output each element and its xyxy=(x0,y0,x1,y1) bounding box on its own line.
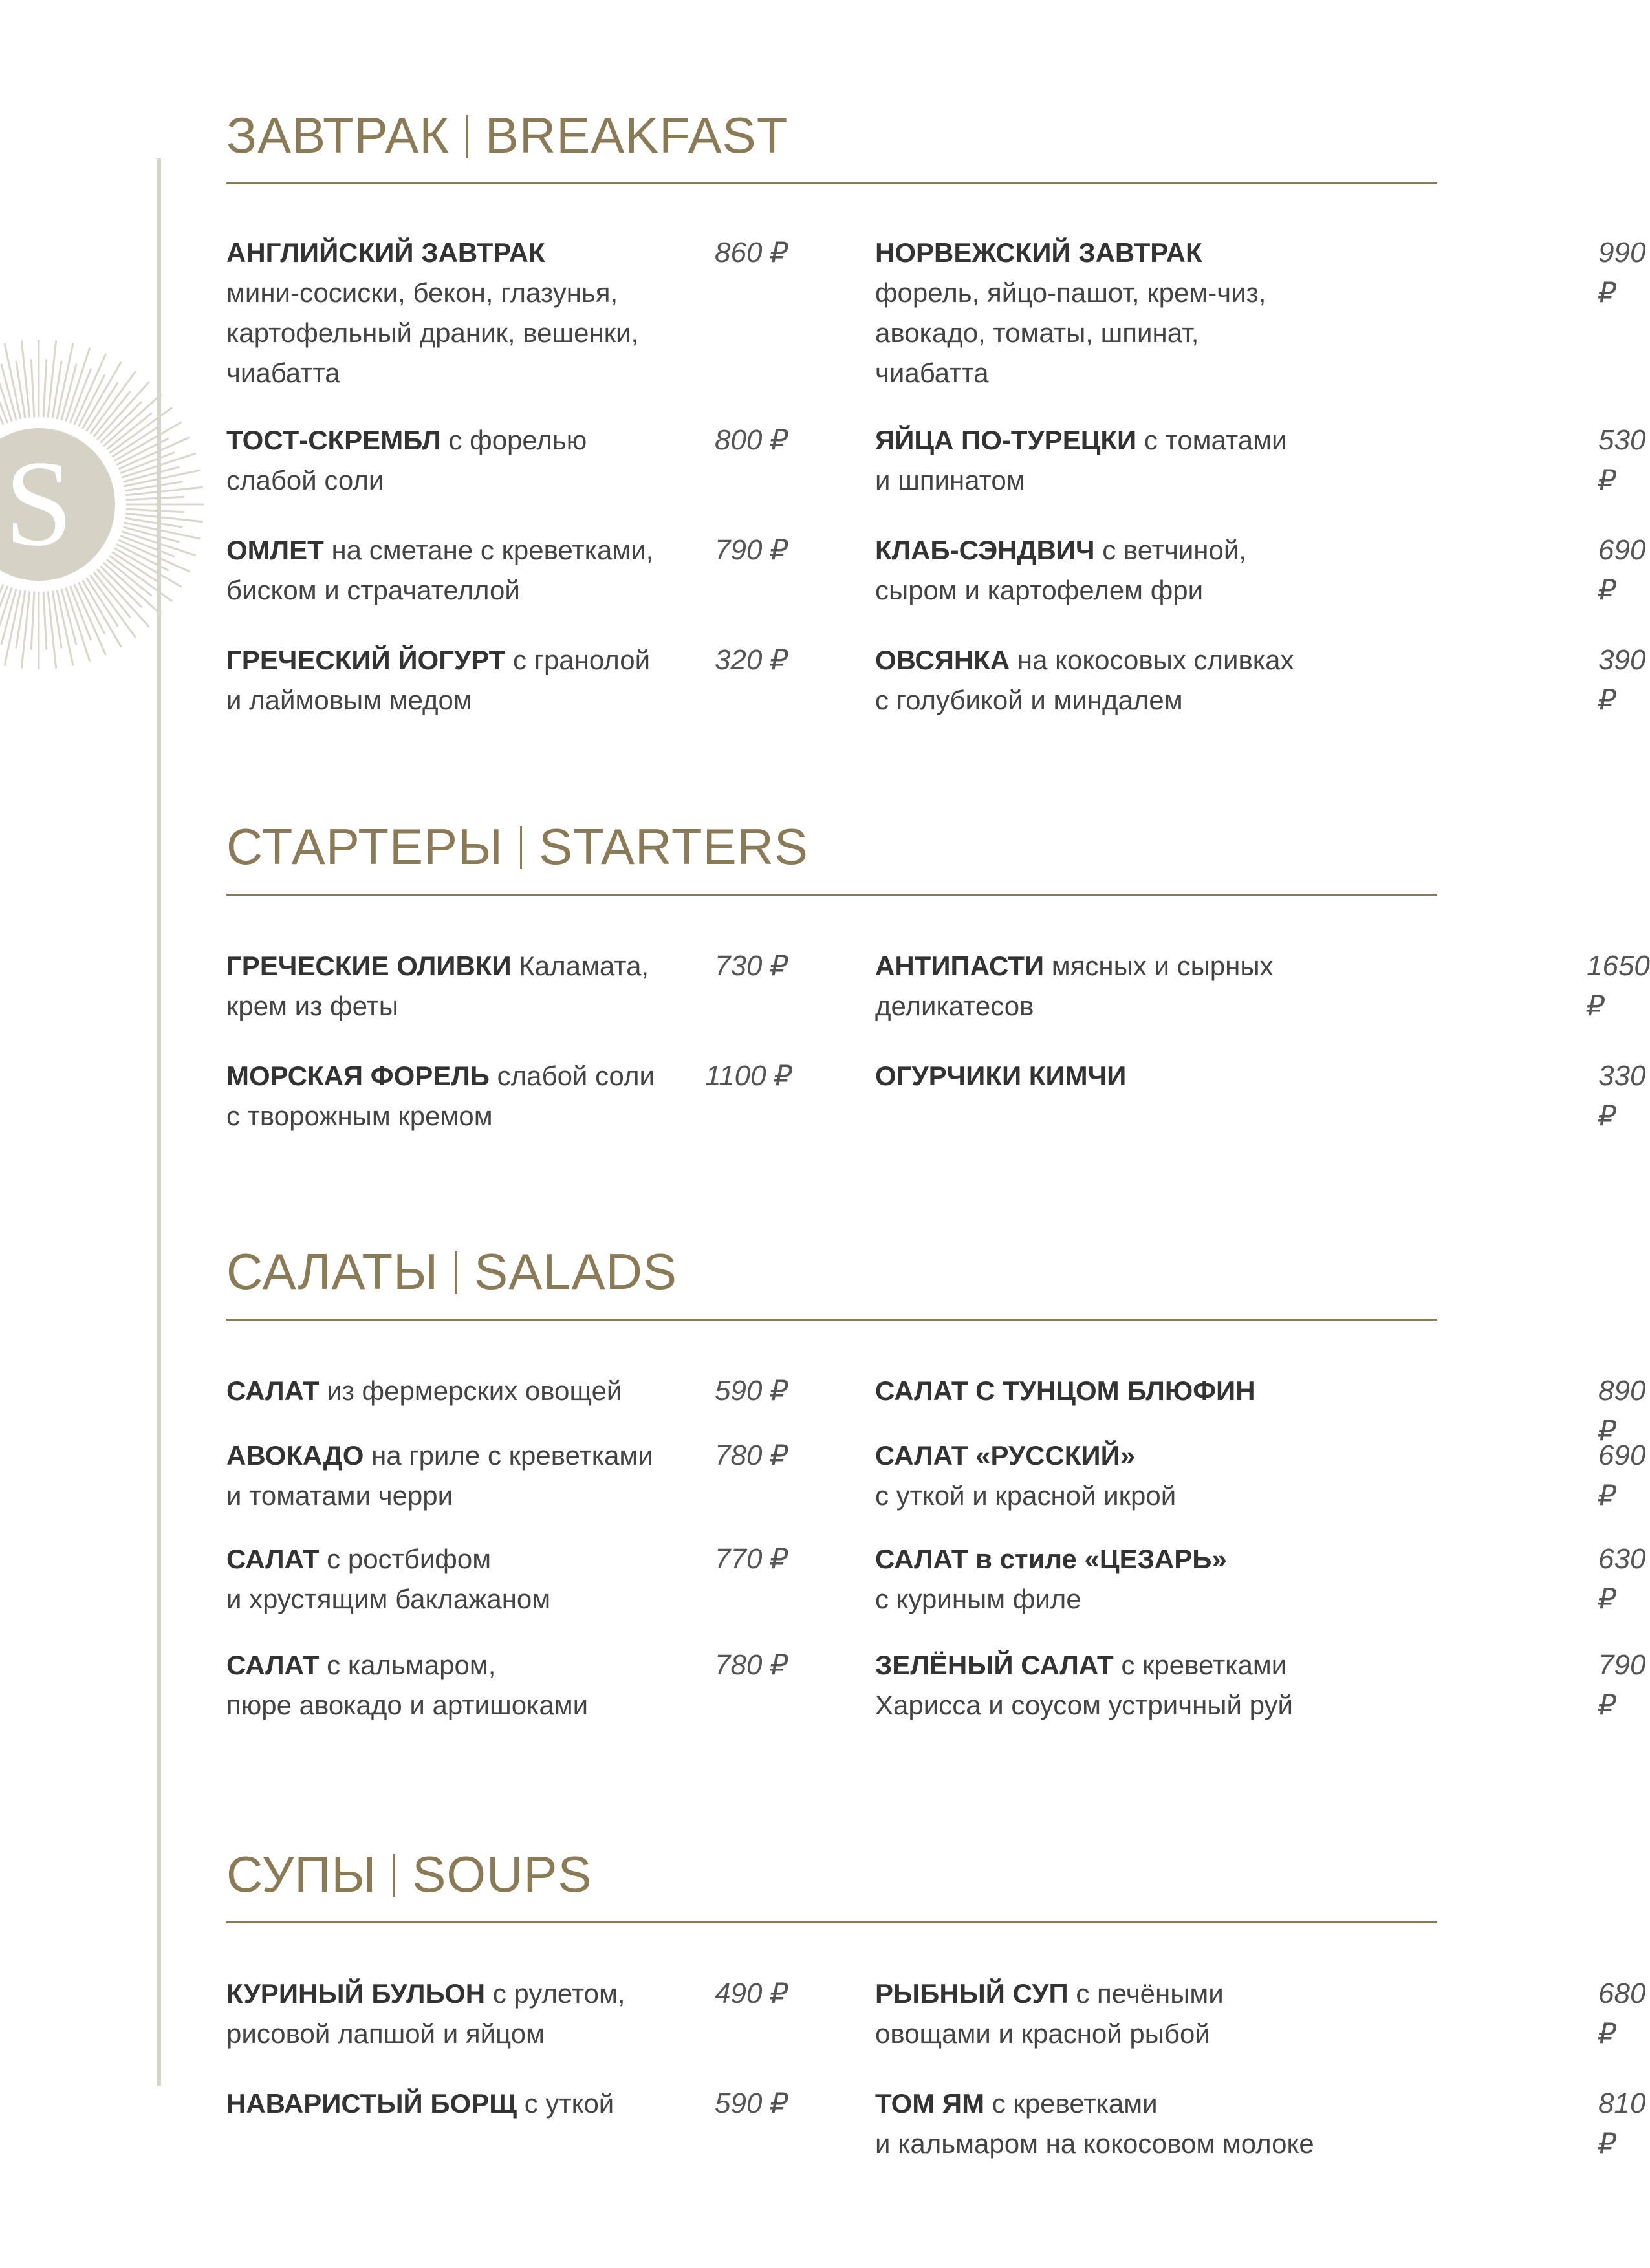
section-divider xyxy=(226,1319,1437,1321)
sunburst-ray xyxy=(43,592,47,650)
sunburst-ray xyxy=(126,509,184,512)
item-price: 590 ₽ xyxy=(715,1375,788,1407)
item-price: 490 ₽ xyxy=(715,1978,788,2009)
menu-item: САЛАТ с ростбифом и хрустящим баклажаном 770 ₽ xyxy=(226,1539,809,1619)
section-title: ЗАВТРАК BREAKFAST xyxy=(226,107,788,164)
menu-item: ЯЙЦА ПО-ТУРЕЦКИ с томатами и шпинатом 530 ₽ xyxy=(875,420,1457,501)
menu-item: САЛАТ с кальмаром, пюре авокадо и артишоками 780 ₽ xyxy=(226,1645,809,1725)
item-price: 680 ₽ xyxy=(1598,1978,1646,2049)
menu-item: САЛАТ С ТУНЦОМ БЛЮФИН 890 ₽ xyxy=(875,1371,1457,1411)
section-divider xyxy=(226,894,1437,896)
sunburst-ray xyxy=(112,552,161,584)
menu-item: РЫБНЫЙ СУП с печёными овощами и красной рыбой 680 ₽ xyxy=(875,1974,1457,2054)
menu-item: САЛАТ в стиле «ЦЕЗАРЬ» с куриным филе 630 ₽ xyxy=(875,1539,1457,1619)
sunburst-ray xyxy=(126,497,184,500)
item-price: 810 ₽ xyxy=(1598,2088,1646,2159)
sunburst-ray xyxy=(31,359,34,417)
section-title: СУПЫ SOUPS xyxy=(226,1846,592,1903)
item-price: 780 ₽ xyxy=(715,1440,788,1471)
sunburst-ray xyxy=(43,359,47,417)
item-price: 770 ₽ xyxy=(715,1543,788,1575)
menu-item: ТОСТ-СКРЕМБЛ с форелью слабой соли 800 ₽ xyxy=(226,420,809,501)
menu-item: НАВАРИСТЫЙ БОРЩ с уткой 590 ₽ xyxy=(226,2084,809,2124)
item-price: 590 ₽ xyxy=(715,2088,788,2119)
menu-item: САЛАТ из фермерских овощей 590 ₽ xyxy=(226,1371,809,1411)
menu-item: АВОКАДО на гриле с креветками и томатами черри 780 ₽ xyxy=(226,1436,809,1516)
item-price: 800 ₽ xyxy=(715,424,788,456)
emblem-letter: S xyxy=(5,436,73,572)
menu-item: ГРЕЧЕСКИЕ ОЛИВКИ Каламата, крем из феты 730 ₽ xyxy=(226,946,809,1026)
menu-item: ОМЛЕТ на сметане с креветками, биском и страчателлой 790 ₽ xyxy=(226,530,809,610)
menu-item: КЛАБ-СЭНДВИЧ с ветчиной, сыром и картофелем фри 690 ₽ xyxy=(875,530,1457,610)
item-price: 990 ₽ xyxy=(1598,237,1646,308)
item-price: 790 ₽ xyxy=(1598,1649,1646,1721)
item-price: 320 ₽ xyxy=(715,644,788,676)
menu-item: МОРСКАЯ ФОРЕЛЬ слабой соли с творожным кремом 1100 ₽ xyxy=(226,1056,809,1136)
item-price: 890 ₽ xyxy=(1598,1375,1646,1447)
sunburst-ray xyxy=(87,578,118,627)
section-soups xyxy=(226,1846,1646,2159)
item-price: 690 ₽ xyxy=(1598,1440,1646,1511)
sunburst-ray xyxy=(87,382,118,431)
item-price: 390 ₽ xyxy=(1598,644,1646,716)
item-price: 730 ₽ xyxy=(715,950,788,982)
item-price: 790 ₽ xyxy=(715,534,788,566)
section-breakfast xyxy=(226,107,1646,716)
sunburst-ray xyxy=(31,592,34,650)
menu-item: ЗЕЛЁНЫЙ САЛАТ с креветками Харисса и соусом устричный руй 790 ₽ xyxy=(875,1645,1457,1725)
menu-item: АНГЛИЙСКИЙ ЗАВТРАК мини-сосиски, бекон, глазунья, картофельный драник, вешенки, чиабатта 860 ₽ xyxy=(226,233,809,393)
section-divider xyxy=(226,1921,1437,1923)
section-title: СТАРТЕРЫ STARTERS xyxy=(226,818,809,875)
menu-item: САЛАТ «РУССКИЙ» с уткой и красной икрой 690 ₽ xyxy=(875,1436,1457,1516)
section-starters xyxy=(226,818,1650,1132)
sunburst-ray xyxy=(112,426,161,457)
item-price: 630 ₽ xyxy=(1598,1543,1646,1615)
item-price: 780 ₽ xyxy=(715,1649,788,1681)
section-title: САЛАТЫ SALADS xyxy=(226,1243,677,1300)
section-salads xyxy=(226,1243,1646,1721)
item-price: 1100 ₽ xyxy=(705,1060,792,1092)
menu-item: ТОМ ЯМ с креветками и кальмаром на кокосовом молоке 810 ₽ xyxy=(875,2084,1457,2164)
menu-item: КУРИНЫЙ БУЛЬОН с рулетом, рисовой лапшой и яйцом 490 ₽ xyxy=(226,1974,809,2054)
menu-item: ОГУРЧИКИ КИМЧИ 330 ₽ xyxy=(875,1056,1457,1096)
item-price: 690 ₽ xyxy=(1598,534,1646,606)
sunburst-s-emblem-icon xyxy=(0,336,168,673)
section-divider xyxy=(226,182,1437,184)
item-price: 530 ₽ xyxy=(1598,424,1646,496)
menu-item: ГРЕЧЕСКИЙ ЙОГУРТ с гранолой и лаймовым медом 320 ₽ xyxy=(226,640,809,720)
item-price: 330 ₽ xyxy=(1598,1060,1646,1132)
menu-item: ОВСЯНКА на кокосовых сливках с голубикой и миндалем 390 ₽ xyxy=(875,640,1457,720)
menu-item: НОРВЕЖСКИЙ ЗАВТРАК форель, яйцо-пашот, крем-чиз, авокадо, томаты, шпинат, чиабатта 990 ₽ xyxy=(875,233,1457,393)
item-price: 1650 ₽ xyxy=(1587,950,1650,1022)
menu-item: АНТИПАСТИ мясных и сырных деликатесов 1650 ₽ xyxy=(875,946,1457,1026)
item-price: 860 ₽ xyxy=(715,237,788,268)
